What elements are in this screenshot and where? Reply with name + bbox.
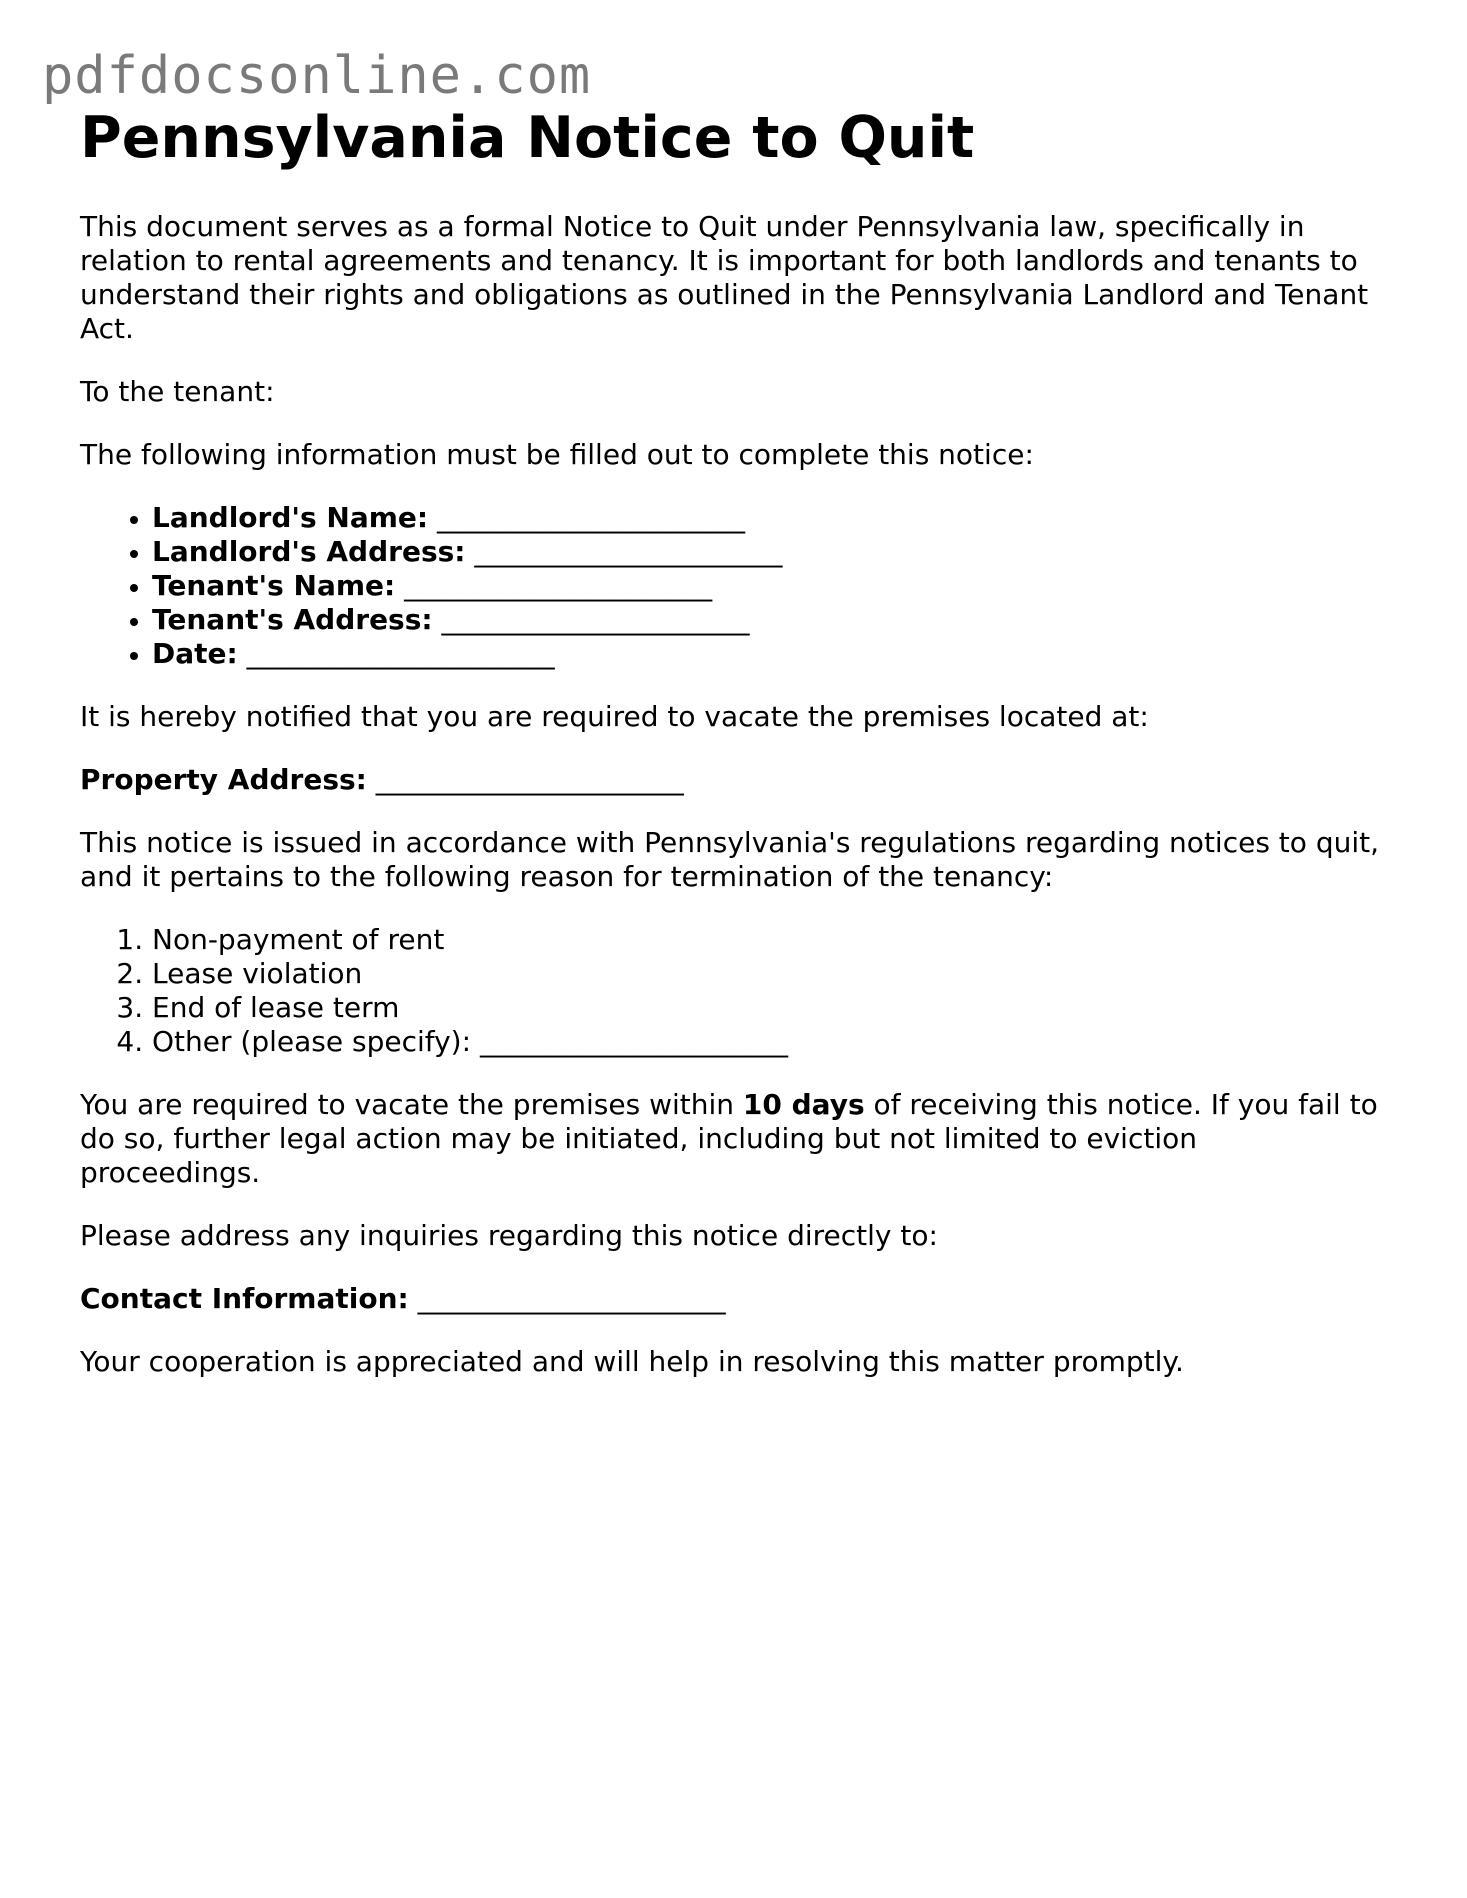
page-title: Pennsylvania Notice to Quit [80, 105, 975, 171]
inquiries-paragraph: Please address any inquiries regarding this notice directly to: [80, 1219, 938, 1252]
fill-instruction: The following information must be filled out to complete this notice: [80, 438, 1034, 471]
reason-text: Non-payment of rent [152, 923, 445, 956]
field-label: Tenant's Name: [152, 569, 396, 602]
intro-paragraph: This document serves as a formal Notice to Quit under Pennsylvania law, specifically in relation to rental agreements and tenancy. It is important for both landlords and tenants to understand their rights and obligations as outlined in the Pennsylvania Landlord and Tenant Act. [80, 210, 1369, 345]
property-address-field [80, 763, 1380, 797]
blank-line: ______________________ [474, 535, 783, 568]
field-landlord-address [152, 535, 1380, 569]
reason-item [152, 991, 1380, 1025]
property-address-label: Property Address: [80, 763, 367, 796]
field-tenant-name [152, 569, 1380, 603]
blank-line: ______________________ [404, 569, 713, 602]
deadline-text-before: You are required to vacate the premises within [80, 1088, 743, 1121]
termination-reasons-list [80, 923, 1380, 1059]
field-label: Date: [152, 637, 238, 670]
closing-paragraph: Your cooperation is appreciated and will help in resolving this matter promptly. [80, 1345, 1184, 1378]
blank-line: ______________________ [479, 1025, 788, 1058]
blank-line: ______________________ [375, 763, 684, 796]
document-body [80, 100, 1380, 1379]
field-date [152, 637, 1380, 671]
reason-text: Other (please specify): [152, 1025, 472, 1058]
field-label: Landlord's Address: [152, 535, 466, 568]
blank-line: ______________________ [246, 637, 555, 670]
vacate-intro: It is hereby notified that you are required to vacate the premises located at: [80, 700, 1149, 733]
blank-line: ______________________ [436, 501, 745, 534]
field-label: Landlord's Name: [152, 501, 429, 534]
deadline-days: 10 days [742, 1088, 865, 1121]
contact-information-field [80, 1282, 1380, 1316]
salutation: To the tenant: [80, 375, 275, 408]
contact-information-label: Contact Information: [80, 1282, 409, 1315]
blank-line: ______________________ [417, 1282, 726, 1315]
reason-text: End of lease term [152, 991, 400, 1024]
deadline-text-after: of receiving this notice. If you fail to do so, further legal action may be initiated, including but not limited to eviction proceedings. [80, 1088, 1378, 1189]
required-fields-list [80, 501, 1380, 671]
field-label: Tenant's Address: [152, 603, 433, 636]
reason-text: Lease violation [152, 957, 363, 990]
watermark: pdfdocsonline.com [42, 46, 592, 106]
reason-item [152, 957, 1380, 991]
deadline-paragraph [80, 1088, 1380, 1190]
field-landlord-name [152, 501, 1380, 535]
reason-item [152, 1025, 1380, 1059]
reason-intro: This notice is issued in accordance with Pennsylvania's regulations regarding notices to quit, and it pertains to the following reason for termination of the tenancy: [80, 826, 1379, 893]
blank-line: ______________________ [441, 603, 750, 636]
field-tenant-address [152, 603, 1380, 637]
reason-item [152, 923, 1380, 957]
